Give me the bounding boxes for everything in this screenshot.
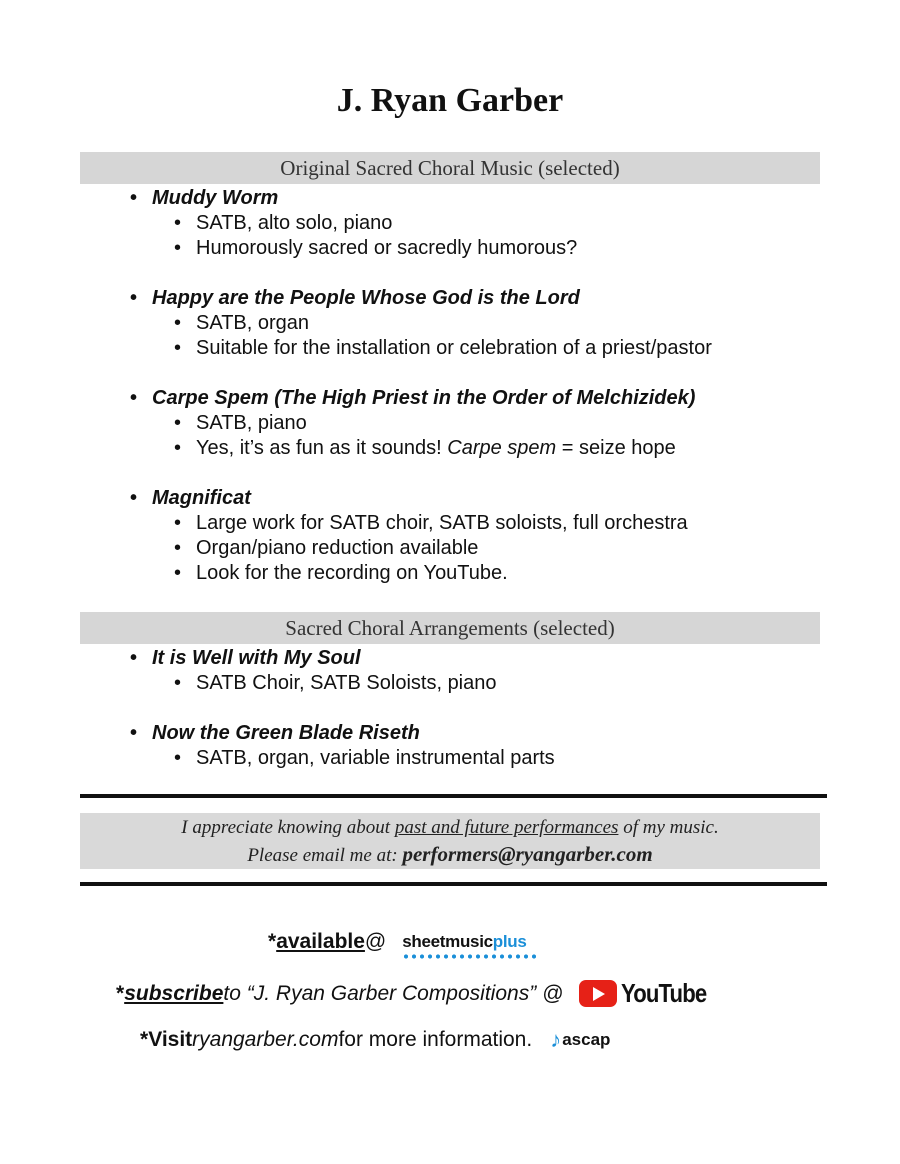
work-detail: • SATB, alto solo, piano bbox=[130, 211, 712, 236]
work-title: • Magnificat bbox=[130, 486, 712, 511]
work-title: • Carpe Spem (The High Priest in the Order of Melchizidek) bbox=[130, 386, 712, 411]
detail-text: = seize hope bbox=[556, 437, 676, 459]
available-row bbox=[268, 930, 527, 954]
subscribe-text: to “J. Ryan Garber Compositions” @ bbox=[223, 981, 564, 1005]
work-detail: • Organ/piano reduction available bbox=[130, 536, 712, 561]
work-detail: • SATB, organ, variable instrumental parts bbox=[130, 746, 555, 771]
performance-note bbox=[80, 813, 820, 869]
section-heading-original: Original Sacred Choral Music (selected) bbox=[80, 152, 820, 184]
note-text: Please email me at: bbox=[247, 845, 403, 866]
work-detail: • SATB Choir, SATB Soloists, piano bbox=[130, 671, 555, 696]
youtube-wordmark: YouTube bbox=[621, 978, 707, 1008]
visit-word: Visit bbox=[148, 1028, 193, 1051]
work-detail: • Suitable for the installation or celebration of a priest/pastor bbox=[130, 336, 712, 361]
available-link[interactable]: available bbox=[276, 930, 365, 953]
ascap-logo[interactable] bbox=[550, 1027, 610, 1053]
ascap-note-icon: ♪ bbox=[550, 1027, 562, 1052]
work-detail: • SATB, piano bbox=[130, 411, 712, 436]
page-title: J. Ryan Garber bbox=[336, 82, 564, 119]
arrangements-list bbox=[130, 646, 555, 771]
visit-row bbox=[140, 1027, 610, 1053]
logo-text: sheetmusic bbox=[402, 932, 493, 951]
divider-top bbox=[80, 794, 827, 798]
detail-italic: Carpe spem bbox=[447, 437, 557, 459]
work-title: • Muddy Worm bbox=[130, 186, 712, 211]
note-underlined: past and future performances bbox=[394, 817, 619, 838]
website-link[interactable]: ryangarber.com bbox=[192, 1028, 339, 1051]
star: * bbox=[268, 930, 277, 953]
subscribe-row bbox=[116, 978, 722, 1009]
note-line-2 bbox=[80, 842, 820, 867]
star: * bbox=[140, 1028, 149, 1051]
work-title: • Now the Green Blade Riseth bbox=[130, 721, 555, 746]
note-line-1 bbox=[80, 817, 820, 839]
original-works-list bbox=[130, 186, 712, 586]
note-text: of my music. bbox=[618, 817, 719, 838]
logo-dots bbox=[402, 954, 538, 959]
work-detail: • Humorously sacred or sacredly humorous? bbox=[130, 236, 712, 261]
logo-text-plus: plus bbox=[492, 932, 527, 951]
at-text: @ bbox=[364, 930, 387, 953]
sheetmusicplus-logo[interactable] bbox=[402, 932, 526, 952]
work-title: • It is Well with My Soul bbox=[130, 646, 555, 671]
visit-text: for more information. bbox=[338, 1028, 533, 1051]
detail-text: Yes, it’s as fun as it sounds! bbox=[196, 437, 448, 459]
subscribe-link[interactable]: subscribe bbox=[124, 981, 224, 1005]
note-text: I appreciate knowing about bbox=[181, 817, 395, 838]
work-detail: • Look for the recording on YouTube. bbox=[130, 561, 712, 586]
work-detail: • SATB, organ bbox=[130, 311, 712, 336]
ascap-wordmark: ascap bbox=[562, 1030, 611, 1049]
star: * bbox=[116, 981, 125, 1005]
work-detail bbox=[130, 436, 712, 461]
email-link[interactable]: performers@ryangarber.com bbox=[402, 842, 653, 866]
youtube-play-icon bbox=[579, 980, 617, 1007]
work-detail: • Large work for SATB choir, SATB soloists, full orchestra bbox=[130, 511, 712, 536]
youtube-logo[interactable] bbox=[579, 978, 721, 1009]
work-title: • Happy are the People Whose God is the Lord bbox=[130, 286, 712, 311]
divider-bottom bbox=[80, 882, 827, 886]
section-heading-arrangements: Sacred Choral Arrangements (selected) bbox=[80, 612, 820, 644]
